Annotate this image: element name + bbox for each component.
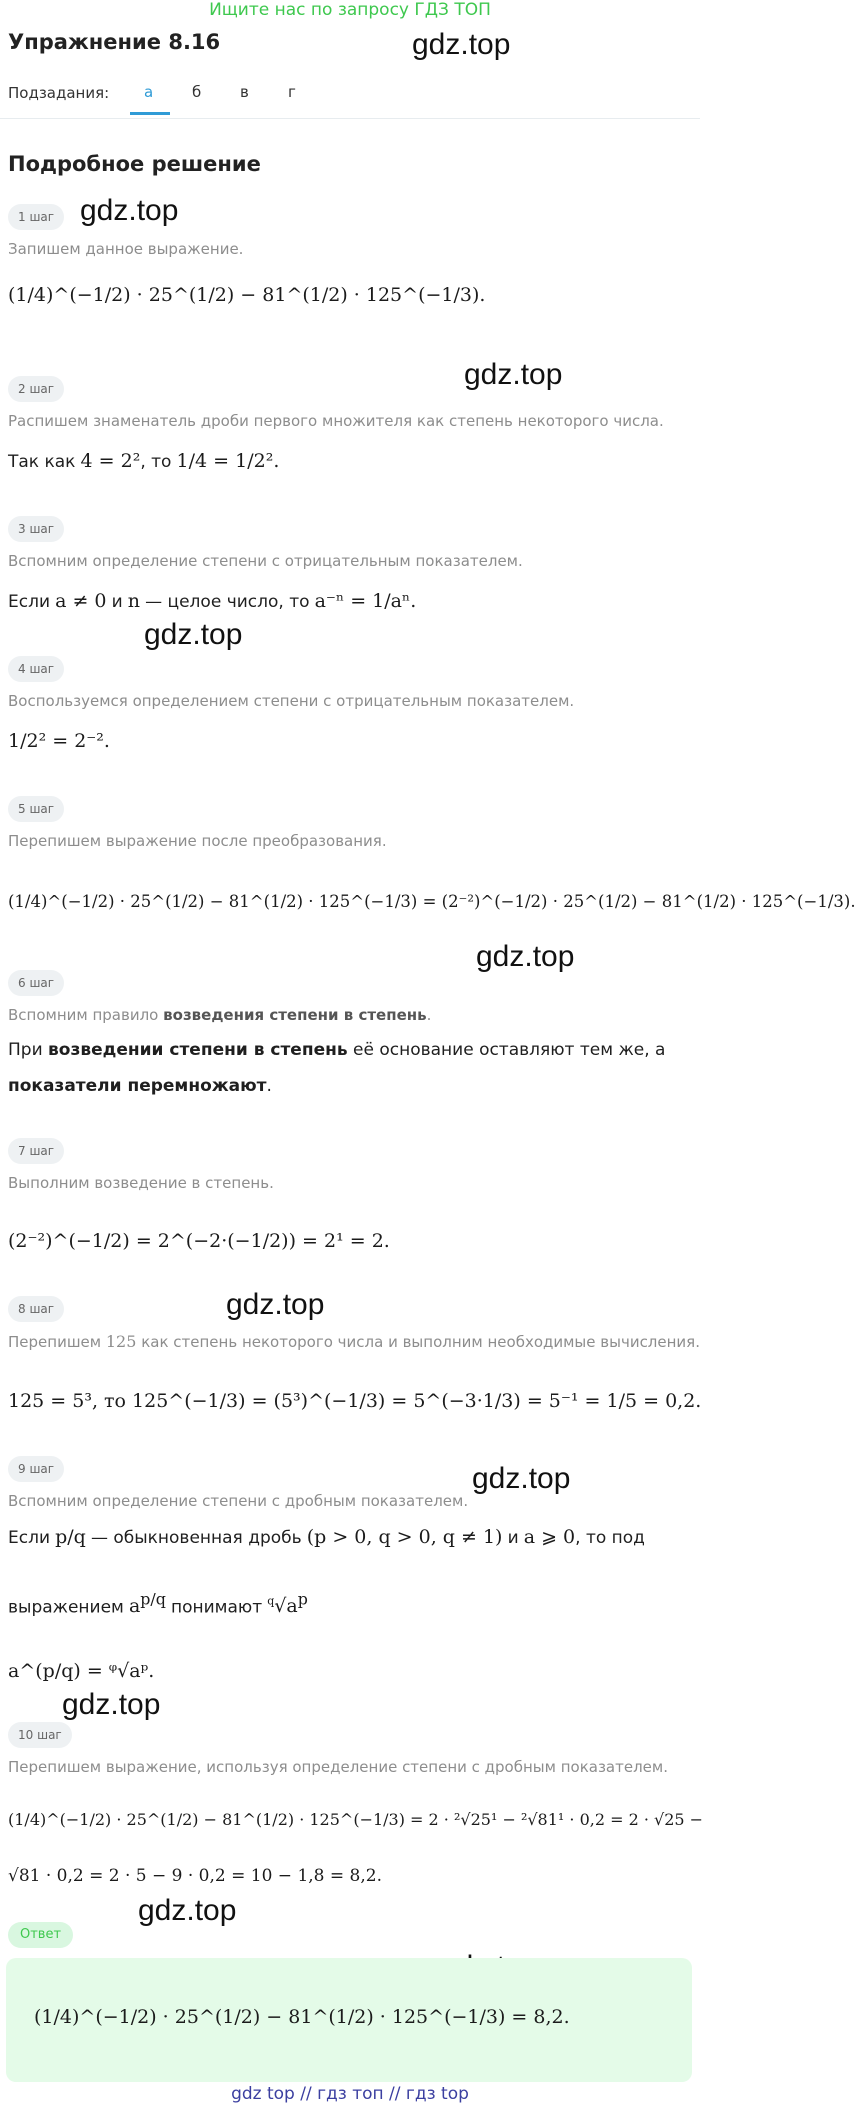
step-description: Вспомним определение степени с дробным показателем. <box>8 1492 469 1510</box>
step-math: a ⩾ 0 <box>523 1526 576 1548</box>
step-badge: 2 шаг <box>8 376 64 402</box>
step-badge: 4 шаг <box>8 656 64 682</box>
step-math: n <box>127 590 141 612</box>
step-math: √81 · 0,2 = 2 · 5 − 9 · 0,2 = 10 − 1,8 = 8,2. <box>8 1866 382 1886</box>
step-math: 4 = 2² <box>80 450 141 472</box>
step-text-line <box>8 1040 665 1060</box>
step-badge: 1 шаг <box>8 204 64 230</box>
fraction-p-over-q: p/q <box>55 1526 86 1548</box>
step-text: — обыкновенная дробь <box>90 1528 302 1548</box>
desc-math: 125 <box>105 1332 137 1351</box>
desc-text: как степень некоторого числа и выполним необходимые вычисления. <box>141 1333 700 1351</box>
step-math: a⁻ⁿ = 1/aⁿ. <box>314 590 417 612</box>
step-description: Выполним возведение в степень. <box>8 1174 274 1192</box>
step-description: Распишем знаменатель дроби первого множителя как степень некоторого числа. <box>8 412 664 430</box>
step-description: Перепишем выражение после преобразования. <box>8 832 387 850</box>
step-description: Запишем данное выражение. <box>8 240 244 258</box>
step-text: понимают <box>171 1597 263 1618</box>
step-content <box>8 1526 645 1548</box>
step-description <box>8 1332 700 1351</box>
header-divider <box>0 118 700 119</box>
step-text: её основание оставляют тем же, а <box>353 1040 666 1060</box>
answer-math: (1/4)^(−1/2) · 25^(1/2) − 81^(1/2) · 125^(−1/3) = 8,2. <box>34 2006 570 2028</box>
watermark: gdz.top <box>476 940 575 973</box>
step-badge: 5 шаг <box>8 796 64 822</box>
watermark: gdz.top <box>144 618 243 651</box>
tab-b[interactable]: б <box>192 83 202 101</box>
step-text-line <box>8 1076 272 1096</box>
step-math: (1/4)^(−1/2) · 25^(1/2) − 81^(1/2) · 125^(−1/3) = 2 · ²√25¹ − ²√81¹ · 0,2 = 2 · √25 − <box>8 1810 704 1829</box>
search-hint-link[interactable]: Ищите нас по запросу ГДЗ ТОП <box>209 0 491 20</box>
step-text: Если <box>8 592 51 612</box>
step-text: и <box>111 592 123 612</box>
step-math: a^(p/q) = ᵠ√aᵖ. <box>8 1660 155 1682</box>
step-math: (2⁻²)^(−1/2) = 2^(−2·(−1/2)) = 2¹ = 2. <box>8 1230 390 1252</box>
desc-text: Перепишем <box>8 1333 102 1351</box>
watermark: gdz.top <box>464 358 563 391</box>
step-content <box>8 1590 308 1617</box>
footer-links[interactable]: gdz top // гдз топ // гдз top <box>231 2084 469 2104</box>
step-badge: 9 шаг <box>8 1456 64 1482</box>
step-badge: 6 шаг <box>8 970 64 996</box>
tab-v[interactable]: в <box>240 83 249 101</box>
section-title: Подробное решение <box>8 152 261 176</box>
step-description: Воспользуемся определением степени с отрицательным показателем. <box>8 692 575 710</box>
step-text: и <box>507 1528 519 1548</box>
step-text: — целое число, то <box>145 592 310 612</box>
step-text: Так как <box>8 452 76 472</box>
step-math: (1/4)^(−1/2) · 25^(1/2) − 81^(1/2) · 125^(−1/3) = (2⁻²)^(−1/2) · 25^(1/2) − 81^(1/2) · 125^(−1/3). <box>8 892 856 911</box>
step-description <box>8 1006 431 1024</box>
step-text: выражением <box>8 1597 124 1618</box>
step-badge: 8 шаг <box>8 1296 64 1322</box>
desc-text: Вспомним правило <box>8 1006 159 1024</box>
watermark: gdz.top <box>138 1894 237 1927</box>
step-badge: 3 шаг <box>8 516 64 542</box>
step-description: Вспомним определение степени с отрицательным показателем. <box>8 552 523 570</box>
tab-a[interactable]: а <box>144 83 154 101</box>
step-text: . <box>266 1076 272 1096</box>
step-badge: 7 шаг <box>8 1138 64 1164</box>
subtasks-label: Подзадания: <box>8 84 110 102</box>
answer-badge: Ответ <box>8 1922 73 1948</box>
step-math: a ≠ 0 <box>55 590 107 612</box>
step-math: 125 = 5³, то 125^(−1/3) = (5³)^(−1/3) = 5^(−3·1/3) = 5⁻¹ = 1/5 = 0,2. <box>8 1390 702 1412</box>
step-content <box>8 590 416 612</box>
step-badge: 10 шаг <box>8 1722 72 1748</box>
step-math: 1/4 = 1/2². <box>176 450 280 472</box>
step-text: , то под <box>575 1528 645 1548</box>
step-math: (p > 0, q > 0, q ≠ 1) <box>306 1526 503 1548</box>
step-description: Перепишем выражение, используя определение степени с дробным показателем. <box>8 1758 668 1776</box>
step-text-bold: показатели перемножают <box>8 1076 267 1096</box>
step-math: 1/2² = 2⁻². <box>8 730 110 752</box>
page-title: Упражнение 8.16 <box>8 30 221 54</box>
desc-bold: возведения степени в степень <box>163 1006 427 1024</box>
step-content <box>8 450 279 472</box>
step-math: (1/4)^(−1/2) · 25^(1/2) − 81^(1/2) · 125^(−1/3). <box>8 284 486 306</box>
step-text-bold: возведении степени в степень <box>48 1040 348 1060</box>
desc-text: . <box>426 1006 432 1024</box>
step-text: Если <box>8 1528 51 1548</box>
tab-g[interactable]: г <box>288 83 296 101</box>
watermark: gdz.top <box>62 1688 161 1721</box>
watermark: gdz.top <box>226 1288 325 1321</box>
watermark: gdz.top <box>412 28 511 61</box>
active-tab-indicator <box>130 112 170 115</box>
watermark: gdz.top <box>472 1462 571 1495</box>
watermark: gdz.top <box>80 194 179 227</box>
power-a-p-q: $a^{p/q}$ <box>128 1590 166 1618</box>
step-text: , то <box>140 452 172 472</box>
step-text: При <box>8 1040 43 1060</box>
root-expression: $^q√a^p$ <box>267 1590 308 1618</box>
